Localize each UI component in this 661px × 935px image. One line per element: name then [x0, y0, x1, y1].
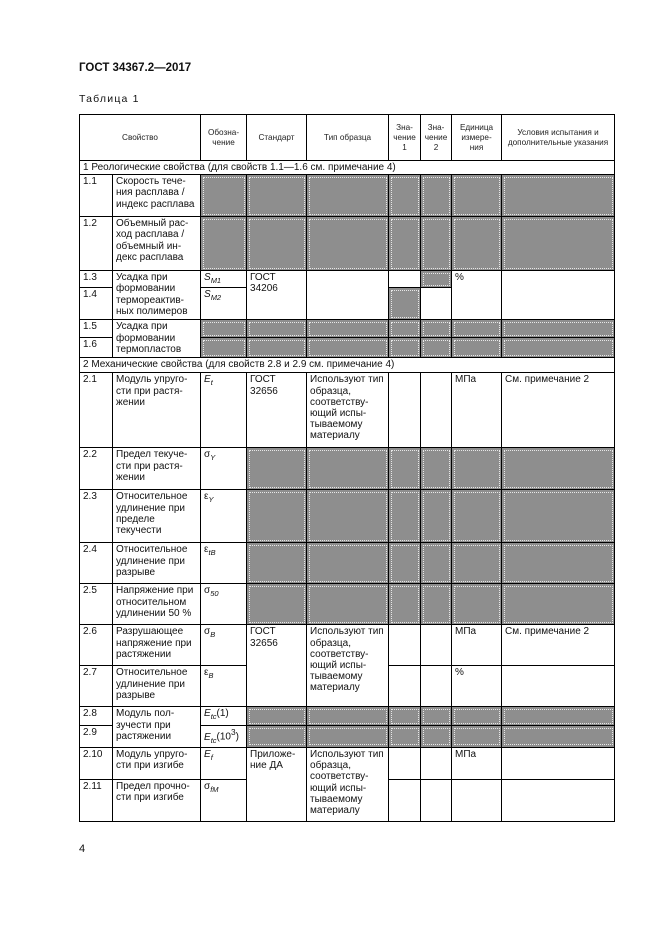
shaded-cell	[421, 271, 452, 288]
page-number: 4	[79, 843, 86, 855]
table-row	[80, 448, 615, 490]
shaded-cell	[201, 338, 247, 358]
shaded-cell	[307, 707, 389, 726]
table-row	[80, 320, 615, 338]
shaded-cell	[201, 175, 247, 217]
shaded-cell	[247, 726, 307, 748]
shaded-cell	[452, 217, 502, 271]
row-value2	[421, 747, 452, 779]
row-conditions: См. примечание 2	[502, 373, 615, 448]
row-conditions: См. примечание 2	[502, 625, 615, 666]
shaded-cell	[421, 584, 452, 625]
shaded-cell	[389, 217, 421, 271]
shaded-cell	[307, 320, 389, 338]
row-conditions	[502, 747, 615, 779]
row-number: 2.5	[80, 584, 113, 625]
table-row	[80, 175, 615, 217]
row-property: Модуль пол-зучести при растяжении	[113, 707, 201, 748]
table-row	[80, 707, 615, 726]
row-number: 1.1	[80, 175, 113, 217]
shaded-cell	[502, 543, 615, 584]
row-conditions	[502, 271, 615, 320]
table-row	[80, 217, 615, 271]
shaded-cell	[389, 490, 421, 543]
row-symbol: $E_t$	[201, 373, 247, 448]
shaded-cell	[247, 584, 307, 625]
row-specimen	[307, 271, 389, 320]
col-header-standard: Стандарт	[247, 115, 307, 161]
table-row	[80, 625, 615, 666]
row-specimen: Используют тип образца, соответству-ющий испы-тываемому материалу	[307, 625, 389, 707]
shaded-cell	[502, 448, 615, 490]
row-specimen: Используют тип образца, соответству-ющий испы-тываемому материалу	[307, 747, 389, 821]
shaded-cell	[502, 217, 615, 271]
row-unit: МПа	[452, 747, 502, 779]
row-number: 2.2	[80, 448, 113, 490]
shaded-cell	[247, 543, 307, 584]
shaded-cell	[307, 490, 389, 543]
row-unit: %	[452, 666, 502, 707]
row-value1	[389, 271, 421, 288]
row-standard: Приложе-ние ДА	[247, 747, 307, 821]
row-property: Разрушающее напряжение при растяжении	[113, 625, 201, 666]
row-property: Скорость тече-ния расплава / индекс расплава	[113, 175, 201, 217]
row-value1	[389, 373, 421, 448]
row-number: 1.6	[80, 338, 113, 358]
row-number: 1.4	[80, 288, 113, 320]
row-value1	[389, 747, 421, 779]
shaded-cell	[421, 320, 452, 338]
col-header-property: Свойство	[80, 115, 201, 161]
table-header-row	[80, 115, 615, 161]
row-value2	[421, 288, 452, 320]
shaded-cell	[502, 726, 615, 748]
row-property: Усадка при формовании термопластов	[113, 320, 201, 358]
row-symbol: $\sigma_{50}$	[201, 584, 247, 625]
shaded-cell	[421, 543, 452, 584]
row-number: 2.3	[80, 490, 113, 543]
row-conditions	[502, 666, 615, 707]
shaded-cell	[247, 707, 307, 726]
row-standard: ГОСТ 32656	[247, 373, 307, 448]
table-row	[80, 373, 615, 448]
row-number: 2.7	[80, 666, 113, 707]
row-number: 2.11	[80, 779, 113, 821]
shaded-cell	[307, 175, 389, 217]
shaded-cell	[307, 543, 389, 584]
table-caption: Таблица 1	[79, 93, 140, 105]
row-symbol: $\sigma_B$	[201, 625, 247, 666]
row-number: 2.8	[80, 707, 113, 726]
row-unit	[452, 779, 502, 821]
row-property: Объемный рас-ход расплава / объемный ин-декс расплава	[113, 217, 201, 271]
shaded-cell	[452, 448, 502, 490]
shaded-cell	[452, 490, 502, 543]
shaded-cell	[389, 726, 421, 748]
row-property: Относительное удлинение при разрыве	[113, 666, 201, 707]
row-number: 1.3	[80, 271, 113, 288]
col-header-value2: Зна-чение 2	[421, 115, 452, 161]
row-symbol: $S_{M1}$	[201, 271, 247, 288]
col-header-conditions: Условия испытания и дополнительные указания	[502, 115, 615, 161]
document-header: ГОСТ 34367.2—2017	[79, 62, 192, 74]
row-unit: МПа	[452, 625, 502, 666]
row-number: 2.1	[80, 373, 113, 448]
row-property: Модуль упруго-сти при растя-жении	[113, 373, 201, 448]
shaded-cell	[452, 338, 502, 358]
table-row	[80, 271, 615, 288]
section-title-rheological: 1 Реологические свойства (для свойств 1.1—1.6 см. примечание 4)	[80, 161, 615, 175]
row-symbol: $E_f$	[201, 747, 247, 779]
shaded-cell	[389, 584, 421, 625]
table-row	[80, 543, 615, 584]
row-value2	[421, 666, 452, 707]
shaded-cell	[421, 217, 452, 271]
shaded-cell	[502, 584, 615, 625]
row-number: 1.5	[80, 320, 113, 338]
shaded-cell	[502, 338, 615, 358]
shaded-cell	[247, 448, 307, 490]
row-standard: ГОСТ 34206	[247, 271, 307, 320]
row-property: Модуль упруго-сти при изгибе	[113, 747, 201, 779]
shaded-cell	[389, 448, 421, 490]
row-symbol: $\varepsilon_B$	[201, 666, 247, 707]
shaded-cell	[307, 448, 389, 490]
row-value2	[421, 625, 452, 666]
row-symbol: $\varepsilon_Y$	[201, 490, 247, 543]
shaded-cell	[389, 338, 421, 358]
shaded-cell	[247, 175, 307, 217]
shaded-cell	[307, 726, 389, 748]
row-symbol: $\varepsilon_{tB}$	[201, 543, 247, 584]
row-symbol: $E_{tc}(10^3)$	[201, 726, 247, 748]
row-value1	[389, 666, 421, 707]
row-number: 2.4	[80, 543, 113, 584]
row-conditions	[502, 779, 615, 821]
shaded-cell	[421, 707, 452, 726]
shaded-cell	[452, 707, 502, 726]
row-number: 1.2	[80, 217, 113, 271]
shaded-cell	[502, 175, 615, 217]
shaded-cell	[201, 217, 247, 271]
shaded-cell	[421, 726, 452, 748]
properties-table	[79, 114, 615, 822]
shaded-cell	[389, 288, 421, 320]
shaded-cell	[452, 543, 502, 584]
shaded-cell	[389, 320, 421, 338]
row-specimen: Используют тип образца, соответству-ющий испы-тываемому материалу	[307, 373, 389, 448]
shaded-cell	[421, 490, 452, 543]
section-row	[80, 358, 615, 373]
row-value1	[389, 625, 421, 666]
shaded-cell	[421, 338, 452, 358]
row-property: Предел текуче-сти при растя-жении	[113, 448, 201, 490]
shaded-cell	[502, 320, 615, 338]
row-property: Усадка при формовании термореактив-ных полимеров	[113, 271, 201, 320]
shaded-cell	[307, 217, 389, 271]
row-value2	[421, 779, 452, 821]
row-property: Напряжение при относительном удлинении 50 %	[113, 584, 201, 625]
shaded-cell	[502, 490, 615, 543]
shaded-cell	[247, 217, 307, 271]
row-property: Относительное удлинение при пределе текучести	[113, 490, 201, 543]
row-unit: МПа	[452, 373, 502, 448]
row-unit: %	[452, 271, 502, 320]
row-number: 2.9	[80, 726, 113, 748]
col-header-symbol: Обозна-чение	[201, 115, 247, 161]
shaded-cell	[389, 707, 421, 726]
shaded-cell	[307, 584, 389, 625]
col-header-value1: Зна-чение 1	[389, 115, 421, 161]
row-property: Относительное удлинение при разрыве	[113, 543, 201, 584]
row-symbol: $S_{M2}$	[201, 288, 247, 320]
row-symbol: $\sigma_{fM}$	[201, 779, 247, 821]
shaded-cell	[421, 175, 452, 217]
shaded-cell	[452, 320, 502, 338]
shaded-cell	[389, 175, 421, 217]
shaded-cell	[389, 543, 421, 584]
table-row	[80, 747, 615, 779]
section-title-mechanical: 2 Механические свойства (для свойств 2.8 и 2.9 см. примечание 4)	[80, 358, 615, 373]
shaded-cell	[307, 338, 389, 358]
row-property: Предел прочно-сти при изгибе	[113, 779, 201, 821]
shaded-cell	[247, 490, 307, 543]
row-number: 2.10	[80, 747, 113, 779]
shaded-cell	[421, 448, 452, 490]
section-row	[80, 161, 615, 175]
shaded-cell	[247, 338, 307, 358]
shaded-cell	[452, 726, 502, 748]
shaded-cell	[201, 320, 247, 338]
row-symbol: $\sigma_Y$	[201, 448, 247, 490]
shaded-cell	[502, 707, 615, 726]
row-value2	[421, 373, 452, 448]
shaded-cell	[452, 584, 502, 625]
row-number: 2.6	[80, 625, 113, 666]
shaded-cell	[247, 320, 307, 338]
table-row	[80, 584, 615, 625]
shaded-cell	[452, 175, 502, 217]
col-header-specimen: Тип образца	[307, 115, 389, 161]
row-value1	[389, 779, 421, 821]
row-standard: ГОСТ 32656	[247, 625, 307, 707]
table-row	[80, 490, 615, 543]
col-header-unit: Единица измере-ния	[452, 115, 502, 161]
row-symbol: $E_{tc}(1)$	[201, 707, 247, 726]
